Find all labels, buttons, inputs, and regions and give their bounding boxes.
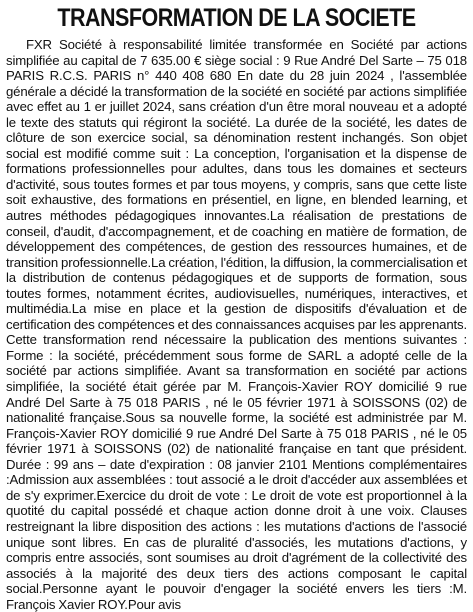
notice-title: TRANSFORMATION DE LA SOCIETE	[57, 4, 416, 32]
notice-body: FXR Société à responsabilité limitée transformée en Société par actions simplifiée au capital de 7 635.00 € siège social : 9 Rue André Del Sarte – 75 018 PARIS R.C.S. PARIS n° 440 408 680 En date du 28 juin 2024 , l'assemblée générale a décidé la transformation de la société en société par actions simplifiée avec effet au 1 er juillet 2024, sans création d'un être moral nouveau et a adopté le texte des statuts qui régiront la société. La durée de la société, les dates de clôture de son exercice social, sa dénomination restent inchangés. Son objet social est modifié comme suit : La conception, l'organisation et la dispense de formations professionnelles pour adultes, dans tous les domaines et secteurs d'activité, sous toutes formes et par tous moyens, y compris, sans que cette liste soit exhaustive, des formations en présentiel, en ligne, en blended learning, et autres méthodes pédagogiques innovantes.La réalisation de prestations de conseil, d'audit, d'accompagnement, et de coaching en matière de formation, de développement des compétences, de gestion des ressources humaines, et de transition professionnelle.La création, l'édition, la diffusion, la commercialisation et la distribution de contenus pédagogiques et de supports de formation, sous toutes formes, notamment écrites, audiovisuelles, numériques, interactives, et multimédia.La mise en place et la gestion de dispositifs d'évaluation et de certification des compétences et des connaissances acquises par les apprenants. Cette transformation rend nécessaire la publication des mentions suivantes : Forme : la société, précédemment sous forme de SARL a adopté celle de la société par actions simplifiée. Avant sa transformation en société par actions simplifiée, la société était gérée par M. François-Xavier ROY domicilié 9 rue André Del Sarte à 75 018 PARIS , né le 05 février 1971 à SOISSONS (02) de nationalité française.Sous sa nouvelle forme, la société est administrée par M. François-Xavier ROY domicilié 9 rue André Del Sarte à 75 018 PARIS , né le 05 février 1971 à SOISSONS (02) de nationalité française en tant que président. Durée : 99 ans – date d'expiration : 08 janvier 2101 Mentions complémentaires :Admission aux assemblées : tout associé a le droit d'accéder aux assemblées et de s'y exprimer.Exercice du droit de vote : Le droit de vote est proportionnel à la quotité du capital possédé et chaque action donne droit à une voix. Clauses restreignant la libre disposition des actions : les mutations d'actions de l'associé unique sont libres. En cas de pluralité d'associés, les mutations d'actions, y compris entre associés, sont soumises au droit d'agrément de la collectivité des associés à la majorité des deux tiers des actions composant le capital social.Personne ayant le pouvoir d'engager la société envers les tiers :M. François Xavier ROY.Pour avis	[6, 37, 467, 612]
